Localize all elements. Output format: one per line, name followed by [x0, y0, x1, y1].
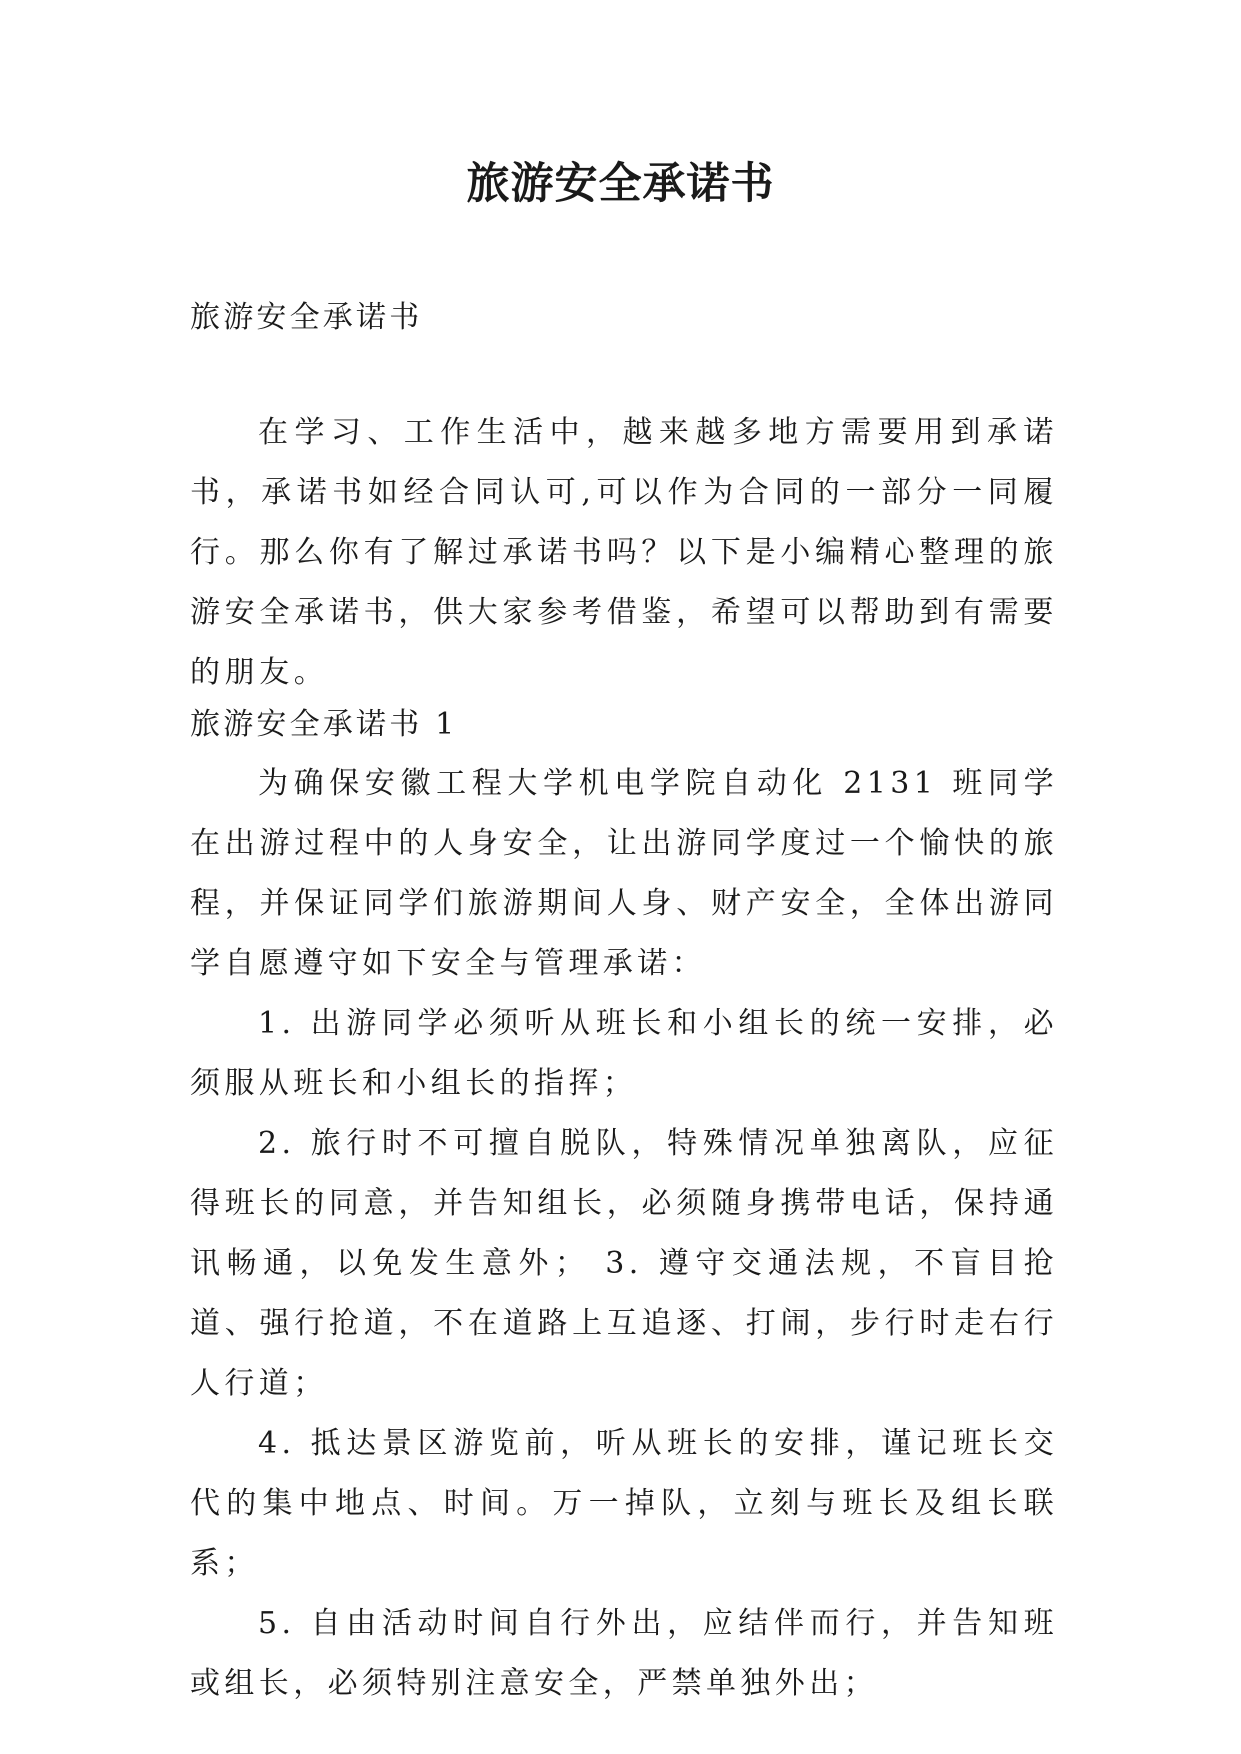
- section-title: 旅游安全承诺书 1: [190, 707, 458, 742]
- intro-paragraph: 在学习、工作生活中，越来越多地方需要用到承诺书，承诺书如经合同认可,可以作为合同的一部分一同履行。那么你有了解过承诺书吗？以下是小编精心整理的旅游安全承诺书，供大家参考借鉴，希望可以帮助到有需要的朋友。: [190, 415, 1058, 690]
- rule-2-3-paragraph: 2. 旅行时不可擅自脱队，特殊情况单独离队，应征得班长的同意，并告知组长，必须随身携带电话，保持通讯畅通，以免发生意外； 3. 遵守交通法规，不盲目抢道、强行抢道，不在道路上互追逐、打闹，步行时走右行人行道；: [190, 1126, 1058, 1401]
- document-title: 旅游安全承诺书: [466, 159, 775, 209]
- preamble-paragraph: 为确保安徽工程大学机电学院自动化 2131 班同学在出游过程中的人身安全，让出游同学度过一个愉快的旅程，并保证同学们旅游期间人身、财产安全，全体出游同学自愿遵守如下安全与管理承诺：: [190, 766, 1058, 981]
- section-body: [190, 754, 1058, 1714]
- rule-5-paragraph: 5. 自由活动时间自行外出，应结伴而行，并告知班或组长，必须特别注意安全，严禁单独外出；: [190, 1606, 1058, 1701]
- rule-1-paragraph: 1. 出游同学必须听从班长和小组长的统一安排，必须服从班长和小组长的指挥；: [190, 1006, 1058, 1101]
- rule-4-paragraph: 4. 抵达景区游览前，听从班长的安排，谨记班长交代的集中地点、时间。万一掉队，立刻与班长及组长联系；: [190, 1426, 1058, 1581]
- document-subtitle: 旅游安全承诺书: [190, 300, 423, 335]
